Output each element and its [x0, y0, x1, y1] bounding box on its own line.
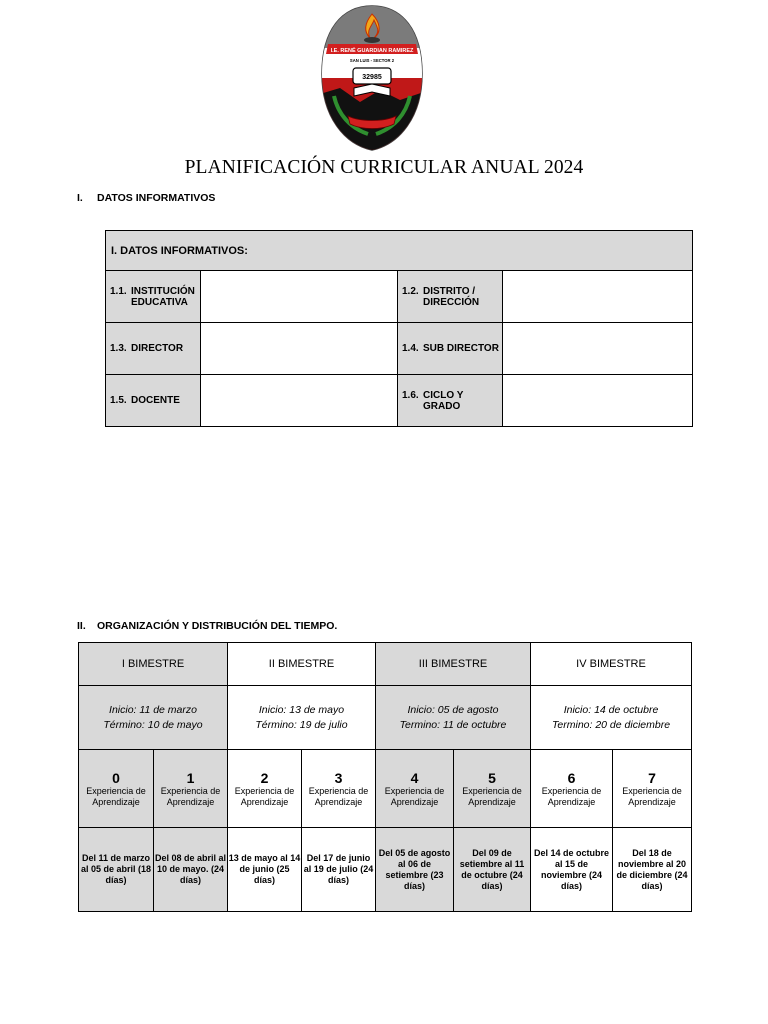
experiencia-label: Experiencia de Aprendizaje: [308, 785, 369, 807]
crest-banner-text: I.E. RENÉ GUARDIAN RAMIREZ: [330, 48, 414, 54]
inicio-text: Inicio: 11 de marzo: [109, 703, 197, 716]
field-label: DOCENTE: [131, 395, 180, 406]
experiencia-label: Experiencia de Aprendizaje: [234, 785, 295, 807]
periodos-row: [79, 828, 692, 912]
experiencia-cell: [454, 750, 531, 828]
field-number: 1.2.: [402, 285, 419, 297]
experiencia-number: 2: [260, 769, 269, 786]
bimestre-header: III BIMESTRE: [376, 643, 531, 686]
experiencia-label: Experiencia de Aprendizaje: [384, 785, 445, 807]
institucion-value-field[interactable]: [201, 271, 398, 323]
crest-location-text: SAN LUIS - SECTOR 2: [349, 58, 395, 63]
docente-value-field[interactable]: [201, 375, 398, 427]
bimestre-header: II BIMESTRE: [228, 643, 376, 686]
table-header-row: [106, 231, 693, 271]
experiencia-number: 0: [112, 769, 120, 786]
table-row: [106, 323, 693, 375]
bimestre-dates: [228, 686, 376, 750]
experiencia-label: Experiencia de Aprendizaje: [86, 785, 146, 807]
periodo-cell: Del 08 de abril al 10 de mayo. (24 días): [154, 828, 228, 912]
experiencia-number: 4: [410, 769, 419, 786]
inicio-text: Inicio: 13 de mayo: [258, 703, 345, 716]
table-row: [106, 271, 693, 323]
experiencia-label: Experiencia de Aprendizaje: [541, 785, 602, 807]
experiencia-number: 6: [567, 769, 576, 786]
label-cell: [106, 323, 201, 375]
section-title: ORGANIZACIÓN Y DISTRIBUCIÓN DEL TIEMPO.: [97, 620, 338, 632]
field-label: DIRECTOR: [131, 343, 184, 354]
experiencia-number: 7: [648, 769, 656, 786]
organizacion-tiempo-table: [78, 642, 692, 912]
experiencia-cell: [613, 750, 692, 828]
school-crest-logo: [320, 4, 424, 152]
experiencia-label: Experiencia de Aprendizaje: [462, 785, 522, 807]
section-number: I.: [77, 192, 83, 204]
section-title: DATOS INFORMATIVOS: [97, 192, 216, 204]
periodo-cell: Del 11 de marzo al 05 de abril (18 días): [79, 828, 154, 912]
bimestre-dates: [79, 686, 228, 750]
field-number: 1.6.: [402, 389, 419, 401]
bimestre-dates-row: [79, 686, 692, 750]
bimestre-header: I BIMESTRE: [79, 643, 228, 686]
experiencia-cell: [302, 750, 376, 828]
distrito-value-field[interactable]: [503, 271, 693, 323]
periodo-cell: Del 14 de octubre al 15 de noviembre (24 días): [531, 828, 613, 912]
inicio-text: Inicio: 05 de agosto: [407, 703, 499, 716]
periodo-cell: Del 17 de junio al 19 de julio (24 días): [302, 828, 376, 912]
termino-text: Término: 10 de mayo: [103, 718, 203, 731]
bimestre-dates: [376, 686, 531, 750]
experiencias-row: [79, 750, 692, 828]
bimestre-row: [79, 643, 692, 686]
subdirector-value-field[interactable]: [503, 323, 693, 375]
label-cell: [398, 375, 503, 427]
experiencia-cell: [531, 750, 613, 828]
table-row: [106, 375, 693, 427]
periodo-cell: Del 09 de setiembre al 11 de octubre (24 días): [454, 828, 531, 912]
experiencia-cell: [228, 750, 302, 828]
document-title: PLANIFICACIÓN CURRICULAR ANUAL 2024: [184, 157, 584, 178]
experiencia-cell: [154, 750, 228, 828]
experiencia-number: 1: [186, 769, 195, 786]
section-heading-organizacion: [77, 620, 337, 632]
experiencia-number: 3: [334, 769, 343, 786]
director-value-field[interactable]: [201, 323, 398, 375]
field-label: SUB DIRECTOR: [423, 343, 499, 354]
field-number: 1.5.: [110, 395, 127, 406]
ciclo-grado-value-field[interactable]: [503, 375, 693, 427]
experiencia-label: Experiencia de Aprendizaje: [622, 785, 682, 807]
periodo-cell: Del 18 de noviembre al 20 de diciembre (24 días): [613, 828, 692, 912]
experiencia-cell: [79, 750, 154, 828]
section-number: II.: [77, 620, 86, 632]
field-number: 1.3.: [110, 343, 127, 354]
field-label: CICLO Y GRADO: [423, 389, 464, 412]
termino-text: Termino: 11 de octubre: [399, 718, 507, 731]
field-label: INSTITUCIÓN EDUCATIVA: [131, 285, 195, 308]
experiencia-label: Experiencia de Aprendizaje: [160, 785, 221, 807]
termino-text: Termino: 20 de diciembre: [551, 718, 671, 731]
label-cell: [398, 271, 503, 323]
field-label: DISTRITO / DIRECCIÓN: [423, 285, 480, 308]
field-number: 1.4.: [402, 343, 419, 354]
label-cell: [106, 375, 201, 427]
termino-text: Término: 19 de julio: [255, 718, 348, 731]
experiencia-cell: [376, 750, 454, 828]
label-cell: [398, 323, 503, 375]
bimestre-dates: [531, 686, 692, 750]
inicio-text: Inicio: 14 de octubre: [563, 703, 659, 716]
bimestre-header: IV BIMESTRE: [531, 643, 692, 686]
crest-code-text: 32985: [362, 74, 382, 81]
table-header-cell: I. DATOS INFORMATIVOS:: [106, 231, 693, 271]
label-cell: [106, 271, 201, 323]
periodo-cell: Del 05 de agosto al 06 de setiembre (23 días): [376, 828, 454, 912]
section-heading-datos: [77, 192, 215, 204]
experiencia-number: 5: [488, 769, 496, 786]
datos-informativos-table: [105, 230, 693, 427]
periodo-cell: 13 de mayo al 14 de junio (25 días): [228, 828, 302, 912]
field-number: 1.1.: [110, 285, 127, 297]
